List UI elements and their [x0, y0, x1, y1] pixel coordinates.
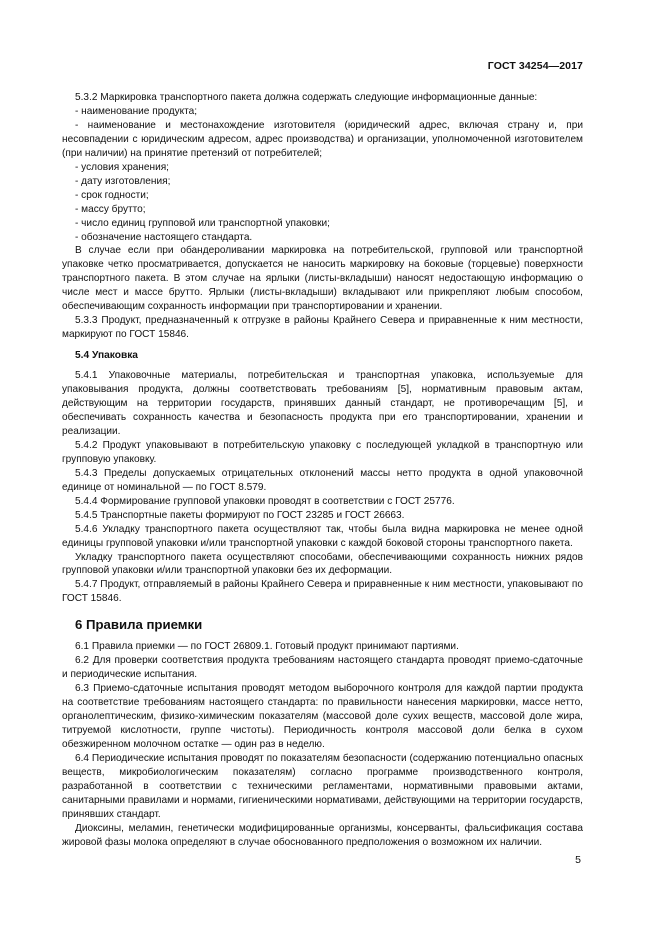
list-item: - число единиц групповой или транспортной упаковки;: [75, 217, 330, 229]
list-item: - дату изготовления;: [75, 175, 171, 187]
list-item: - наименование продукта;: [75, 105, 198, 117]
clause-6-2: 6.2 Для проверки соответствия продукта требованиям настоящего стандарта проводят приемо-сдаточные и периодические испытания.: [62, 655, 583, 681]
standard-designation: ГОСТ 34254—2017: [487, 60, 583, 72]
document-body: [62, 91, 583, 850]
clause-5-4-5: 5.4.5 Транспортные пакеты формируют по ГОСТ 23285 и ГОСТ 26663.: [75, 509, 405, 521]
list-item: - условия хранения;: [75, 161, 169, 173]
clause-5-3-3: 5.3.3 Продукт, предназначенный к отгрузке в районы Крайнего Севера и приравненные к ним местности, маркируют по ГОСТ 15846.: [62, 315, 583, 341]
list-item: - наименование и местонахождение изготовителя (юридический адрес, включая страну и, при несовпадении с юридическим адресом, адрес производства) и организации, уполномоченной изготовителем (при наличии) на принятие претензий от потребителей;: [62, 119, 583, 159]
list-item: - обозначение настоящего стандарта.: [75, 231, 253, 243]
list-item: - массу брутто;: [75, 203, 146, 215]
section-heading-6: 6 Правила приемки: [75, 617, 203, 633]
paragraph: В случае если при обандероливании маркировка на потребительской, групповой или транспортной упаковке четко просматривается, допускается не наносить маркировку на боковые (торцевые) поверхности транспортного пакета. В этом случае на ярлыки (листы-вкладыши) наносят недостающую информацию о числе мест и массе брутто. Ярлыки (листы-вкладыши) вкладывают или прикрепляют любым способом, обеспечивающим сохранность информации при транспортировании и хранении.: [62, 245, 583, 313]
clause-5-4-3: 5.4.3 Пределы допускаемых отрицательных отклонений массы нетто продукта в одной упаковочной единице от номинальной — по ГОСТ 8.579.: [62, 467, 583, 493]
clause-6-4: 6.4 Периодические испытания проводят по показателям безопасности (содержанию потенциально опасных веществ, микробиологическим показателям) согласно программе производственного контроля, разработанной в соответствии с техническими регламентами, нормативными правовыми актами, санитарными правилами и нормами, гигиеническими нормативами, действующими на территории государств, принявших стандарт.: [62, 752, 583, 820]
clause-6-3: 6.3 Приемо-сдаточные испытания проводят методом выборочного контроля для каждой партии продукта на соответствие требованиям настоящего стандарта: по правильности нанесения маркировки, массе нетто, органолептическим, физико-химическим показателям (массовой доле сухих веществ, массовой доле жира, титруемой кислотности, группе чистоты). Периодичность контроля массовой доли белка в сухом обезжиренном молочном остатке — один раз в неделю.: [62, 683, 583, 750]
clause-5-4-1: 5.4.1 Упаковочные материалы, потребительская и транспортная упаковка, используемые для упаковывания продукта, должны соответствовать требованиям [5], нормативным правовым актам, действующим на территории государств, принявших данный стандарт, не противоречащим [5], и обеспечивать сохранность качества и безопасность продукта при его транспортировании, хранении и реализации.: [62, 370, 583, 437]
clause-5-4-7: 5.4.7 Продукт, отправляемый в районы Крайнего Севера и приравненные к ним местности, упаковывают по ГОСТ 15846.: [62, 579, 583, 605]
paragraph: Диоксины, меламин, генетически модифицированные организмы, консерванты, фальсификация состава жировой фазы молока определяют в случае обоснованного предположения о возможном их наличии.: [62, 822, 583, 848]
clause-5-4-4: 5.4.4 Формирование групповой упаковки проводят в соответствии с ГОСТ 25776.: [75, 495, 455, 507]
list-item: - срок годности;: [75, 189, 149, 201]
clause-5-3-2: 5.3.2 Маркировка транспортного пакета должна содержать следующие информационные данные:: [75, 92, 538, 103]
clause-5-4-6: 5.4.6 Укладку транспортного пакета осуществляют так, чтобы была видна маркировка не менее одной единицы групповой упаковки и/или транспортной упаковки с каждой боковой стороны транспортного пакета.: [62, 523, 583, 549]
clause-5-4-2: 5.4.2 Продукт упаковывают в потребительскую упаковку с последующей укладкой в транспортную или групповую упаковку.: [62, 439, 583, 465]
paragraph: Укладку транспортного пакета осуществляют способами, обеспечивающими сохранность нижних рядов групповой упаковки и/или транспортной упаковки без их деформации.: [62, 551, 583, 577]
clause-6-1: 6.1 Правила приемки — по ГОСТ 26809.1. Готовый продукт принимают партиями.: [75, 641, 459, 653]
page-number: 5: [575, 854, 581, 866]
subsection-heading-5-4: 5.4 Упаковка: [75, 350, 138, 362]
